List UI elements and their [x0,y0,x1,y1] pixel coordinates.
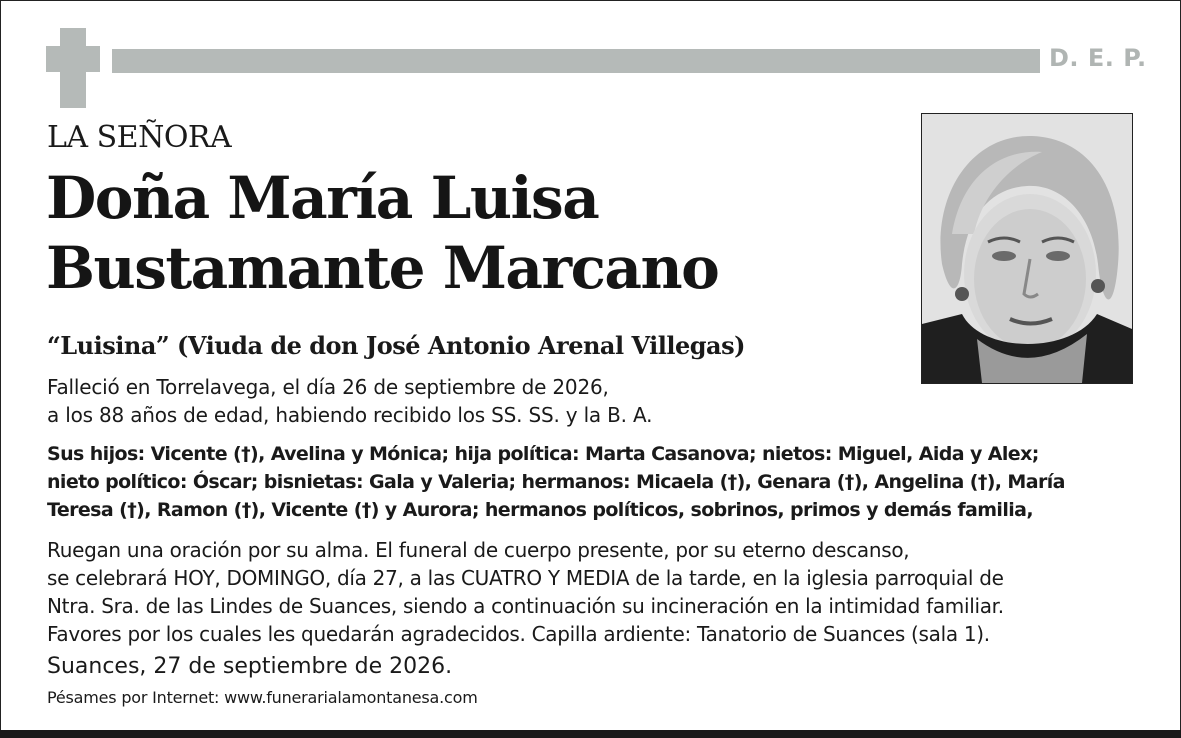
family-line: Sus hijos: Vicente (†), Avelina y Mónica; hija política: Marta Casanova; nietos: Miguel, Aida y Alex; [47,443,1039,465]
funeral-line: se celebrará HOY, DOMINGO, día 27, a las CUATRO Y MEDIA de la tarde, en la iglesia parroquial de [47,566,1004,590]
deceased-name [46,163,906,303]
funeral-line: Favores por los cuales les quedarán agradecidos. Capilla ardiente: Tanatorio de Suances (sala 1). [47,622,990,646]
family-line: Teresa (†), Ramon (†), Vicente (†) y Aurora; hermanos políticos, sobrinos, primos y demás familia, [47,499,1034,521]
dep-label: D. E. P. [1049,44,1147,72]
place-date: Suances, 27 de septiembre de 2026. [47,654,453,679]
funeral-info [47,536,1004,648]
death-notice [47,373,652,429]
family-list [47,440,1137,524]
name-line: Doña María Luisa [46,164,599,232]
kicker: LA SEÑORA [47,120,232,155]
funeral-line: Ruegan una oración por su alma. El funeral de cuerpo presente, por su eterno descanso, [47,538,910,562]
header-rule [112,49,1040,73]
name-line: Bustamante Marcano [46,234,719,302]
bottom-bar [0,730,1181,738]
death-line: Falleció en Torrelavega, el día 26 de septiembre de 2026, [47,375,609,399]
nickname-line: “Luisina” (Viuda de don José Antonio Arenal Villegas) [47,331,745,360]
family-line: nieto político: Óscar; bisnietas: Gala y Valeria; hermanos: Micaela (†), Genara (†), Angelina (†), María [47,471,1065,493]
condolences-web: Pésames por Internet: www.funerarialamontanesa.com [47,688,478,707]
death-line: a los 88 años de edad, habiendo recibido los SS. SS. y la B. A. [47,403,653,427]
portrait-photo [921,113,1133,384]
funeral-line: Ntra. Sra. de las Lindes de Suances, siendo a continuación su incineración en la intimidad familiar. [47,594,1004,618]
